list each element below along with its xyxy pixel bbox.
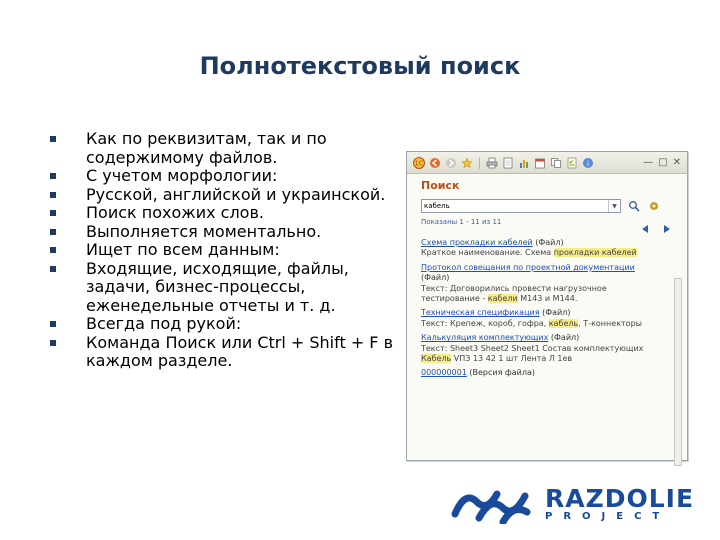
svg-text:1C: 1C — [414, 159, 424, 167]
info-icon[interactable] — [582, 157, 594, 169]
bullet-text: Поиск похожих слов. — [86, 203, 264, 222]
document-icon[interactable] — [502, 157, 514, 169]
bullet-item — [50, 241, 400, 260]
bullet-text: Русской, английской и украинской. — [86, 184, 386, 204]
close-icon[interactable]: ✕ — [672, 157, 681, 168]
result-snippet: Краткое наименование. Схема — [421, 248, 554, 258]
chevron-down-icon[interactable]: ▼ — [608, 200, 620, 212]
result-link[interactable]: Схема прокладки кабелей — [421, 238, 533, 247]
bullet-item — [50, 204, 400, 223]
bullet-text: Как по реквизитам, так и по содержимому файлов. — [86, 129, 327, 167]
result-item — [421, 238, 661, 259]
slide-title: Полнотекстовый поиск — [199, 52, 521, 80]
scrollbar-thumb[interactable] — [674, 278, 682, 466]
bullet-text: Команда Поиск или Ctrl + Shift + F в каждом разделе. — [86, 332, 394, 370]
logo-mark-icon — [447, 484, 539, 524]
result-snippet: Текст: Крепеж, короб, гофра, — [421, 318, 549, 328]
arrow-right-icon[interactable] — [661, 220, 673, 232]
result-link[interactable]: Протокол совещания по проектной документации — [421, 262, 635, 272]
bullet-text: Ищет по всем данным: — [86, 240, 280, 259]
bullet-item — [50, 334, 400, 371]
results-nav — [639, 220, 673, 232]
result-highlight: кабели — [487, 294, 518, 304]
result-type: (Файл) — [539, 308, 571, 318]
calendar-icon[interactable] — [534, 157, 546, 169]
star-icon[interactable] — [461, 157, 473, 169]
print-icon[interactable] — [486, 157, 498, 169]
bullet-text: Входящие, исходящие, файлы, задачи, бизнес-процессы, еженедельные отчеты и т. д. — [86, 258, 349, 315]
bullet-icon — [50, 210, 56, 216]
result-snippet: Текст: Договорились провести нагрузочное тестирование - — [421, 283, 607, 304]
bullet-item — [50, 130, 400, 167]
razdolie-logo — [447, 484, 709, 524]
maximize-icon[interactable]: □ — [658, 157, 668, 168]
bullet-item — [50, 167, 400, 186]
back-icon[interactable] — [429, 157, 441, 169]
bullet-icon — [50, 247, 56, 253]
bullet-item — [50, 223, 400, 242]
result-snippet: М143 и М144. — [517, 294, 578, 304]
results-scrollbar[interactable] — [673, 274, 683, 474]
window-controls — [643, 157, 681, 168]
search-input[interactable] — [422, 200, 608, 212]
bullet-text: С учетом морфологии: — [86, 166, 278, 185]
bullet-list — [50, 130, 400, 371]
settings-icon[interactable] — [647, 199, 661, 213]
bullet-text: Всегда под рукой: — [86, 314, 242, 333]
chart-icon[interactable] — [518, 157, 530, 169]
result-item — [421, 263, 661, 305]
bullet-text: Выполняется моментально. — [86, 221, 322, 241]
search-row — [421, 199, 673, 213]
results-count: Показаны 1 - 11 из 11 — [421, 218, 502, 226]
search-icon[interactable] — [627, 199, 641, 213]
app-logo-icon[interactable] — [413, 157, 425, 169]
result-snippet: Текст: Sheet3 Sheet2 Sheet1 Состав комплектующих — [421, 343, 644, 353]
bullet-icon — [50, 229, 56, 235]
minimize-icon[interactable]: — — [643, 157, 654, 168]
search-results — [421, 238, 661, 379]
copy-icon[interactable] — [550, 157, 562, 169]
result-highlight: прокладки кабелей — [553, 248, 637, 258]
tasks-icon[interactable] — [566, 157, 578, 169]
result-type: (Версия файла) — [466, 368, 535, 378]
result-highlight: Кабель — [421, 354, 452, 364]
bullet-icon — [50, 340, 56, 346]
result-link[interactable]: Техническая спецификация — [421, 308, 540, 318]
bullet-icon — [50, 192, 56, 198]
window-toolbar — [407, 152, 687, 174]
result-highlight: кабель — [548, 318, 579, 328]
pane-title: Поиск — [421, 179, 460, 192]
result-item — [421, 368, 661, 378]
result-link[interactable]: Калькуляция комплектующих — [421, 333, 549, 343]
result-item — [421, 333, 661, 364]
result-item — [421, 308, 661, 329]
result-type: (Файл) — [421, 273, 450, 283]
bullet-icon — [50, 321, 56, 327]
result-type: (Файл) — [548, 333, 580, 343]
result-type: (Файл) — [532, 238, 564, 247]
search-pane — [407, 174, 687, 379]
result-snippet: VПЗ 13 42 1 шт Лента Л 1ев — [451, 354, 573, 364]
search-window — [406, 151, 688, 461]
logo-name: RAZDOLIE — [545, 484, 695, 513]
logo-sub: PROJECT — [545, 511, 671, 522]
arrow-left-icon[interactable] — [639, 220, 651, 232]
bullet-icon — [50, 173, 56, 179]
search-field[interactable] — [421, 199, 621, 213]
bullet-item — [50, 186, 400, 205]
forward-icon[interactable] — [445, 157, 457, 169]
svg-text:i: i — [587, 159, 589, 168]
result-snippet: , Т-коннекторы — [578, 318, 642, 328]
bullet-icon — [50, 266, 56, 272]
bullet-item — [50, 260, 400, 316]
toolbar-divider — [479, 157, 480, 169]
result-link[interactable]: 000000001 — [421, 368, 467, 378]
bullet-icon — [50, 136, 56, 142]
bullet-item — [50, 315, 400, 334]
